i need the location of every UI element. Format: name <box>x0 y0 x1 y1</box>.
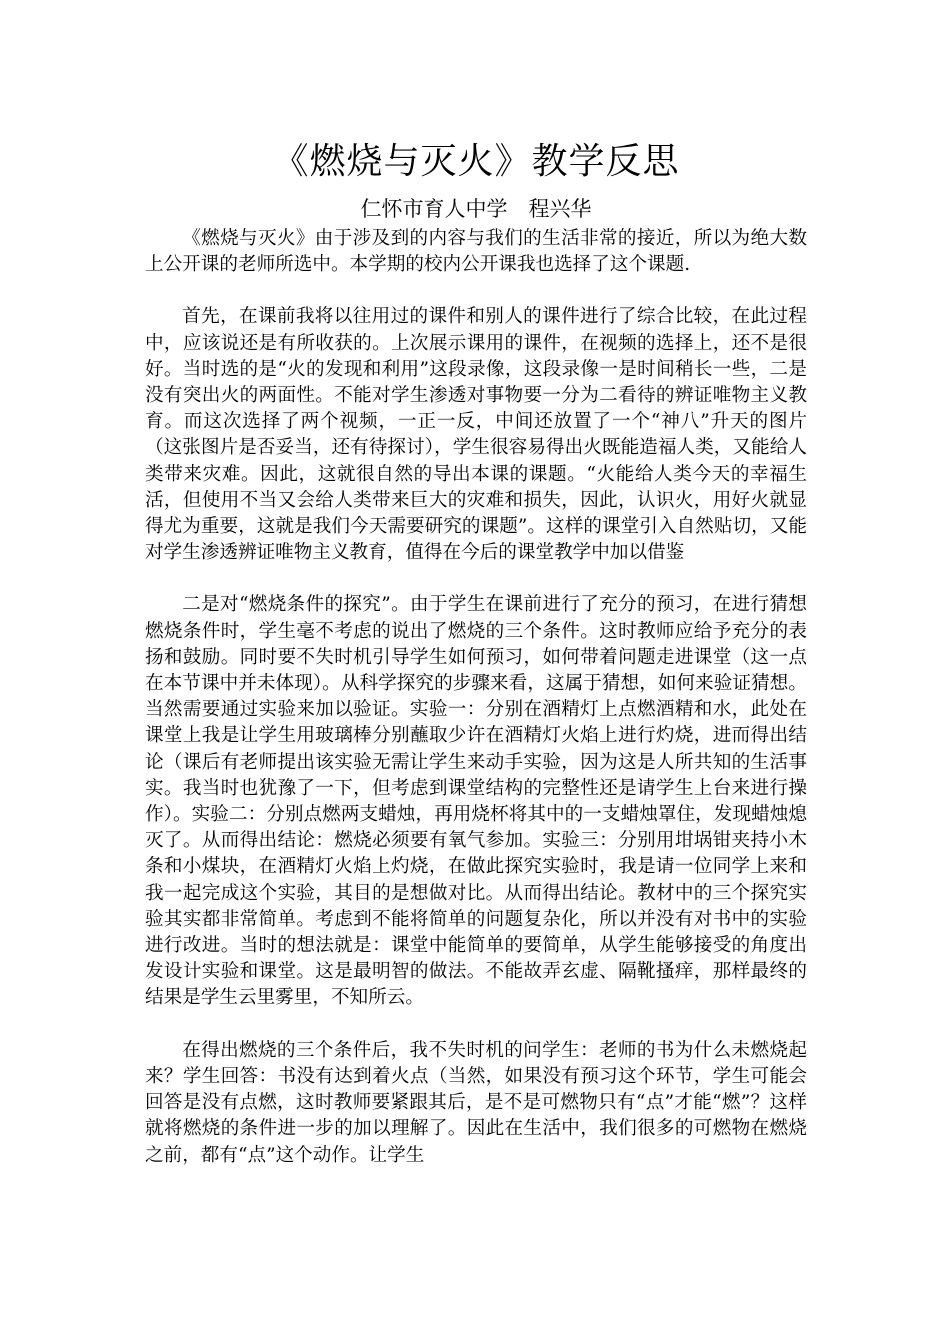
document-page <box>145 136 807 1195</box>
paragraph-intro: 《燃烧与灭火》由于涉及到的内容与我们的生活非常的接近，所以为绝大数上公开课的老师所选中。本学期的校内公开课我也选择了这个课题. <box>145 228 807 276</box>
document-author: 仁怀市育人中学 程兴华 <box>360 197 592 221</box>
paragraph-combustion-conditions: 二是对“燃烧条件的探究”。由于学生在课前进行了充分的预习，在进行猜想燃烧条件时，学生毫不考虑的说出了燃烧的三个条件。这时教师应给予充分的表扬和鼓励。同时要不失时机引导学生如何预习，如何带着问题走进课堂（这一点在本节课中并未体现）。从科学探究的步骤来看，这属于猜想，如何来验证猜想。当然需要通过实验来加以验证。实验一：分别在酒精灯上点燃酒精和水，此处在课堂上我是让学生用玻璃棒分别蘸取少许在酒精灯火焰上进行灼烧，进而得出结论（课后有老师提出该实验无需让学生来动手实验，因为这是人所共知的生活事实。我当时也犹豫了一下，但考虑到课堂结构的完整性还是请学生上台来进行操作）。实验二：分别点燃两支蜡烛，再用烧杯将其中的一支蜡烛罩住，发现蜡烛熄灭了。从而得出结论：燃烧必须要有氧气参加。实验三：分别用坩埚钳夹持小木条和小煤块，在酒精灯火焰上灼烧，在做此探究实验时，我是请一位同学上来和我一起完成这个实验，其目的是想做对比。从而得出结论。教材中的三个探究实验其实都非常简单。考虑到不能将简单的问题复杂化，所以并没有对书中的实验进行改进。当时的想法就是：课堂中能简单的要简单，从学生能够接受的角度出发设计实验和课堂。这是最明智的做法。不能故弄玄虚、隔靴搔痒，那样最终的结果是学生云里雾里，不知所云。 <box>145 594 807 1009</box>
document-title: 《燃烧与灭火》教学反思 <box>272 141 680 182</box>
paragraph-ignition-point: 在得出燃烧的三个条件后，我不失时机的问学生：老师的书为什么未燃烧起来？学生回答：书没有达到着火点（当然，如果没有预习这个环节，学生可能会回答是没有点燃，这时教师要紧跟其后，是不是可燃物只有“点”才能“燃”？这样就将燃烧的条件进一步的加以理解了。因此在生活中，我们很多的可燃物在燃烧之前，都有“点”这个动作。让学生 <box>145 1039 807 1166</box>
paragraph-courseware: 首先，在课前我将以往用过的课件和别人的课件进行了综合比较，在此过程中，应该说还是有所收获的。上次展示课用的课件，在视频的选择上，还不是很好。当时选的是“火的发现和利用”这段录像，这段录像一是时间稍长一些，二是没有突出火的两面性。不能对学生渗透对事物要一分为二看待的辨证唯物主义教育。而这次选择了两个视频，一正一反，中间还放置了一个“神八”升天的图片（这张图片是否妥当，还有待探讨），学生很容易得出火既能造福人类，又能给人类带来灾难。因此，这就很自然的导出本课的课题。“火能给人类今天的幸福生活，但使用不当又会给人类带来巨大的灾难和损失，因此，认识火，用好火就显得尤为重要，这就是我们今天需要研究的课题”。这样的课堂引入自然贴切，又能对学生渗透辨证唯物主义教育，值得在今后的课堂教学中加以借鉴 <box>145 306 807 564</box>
